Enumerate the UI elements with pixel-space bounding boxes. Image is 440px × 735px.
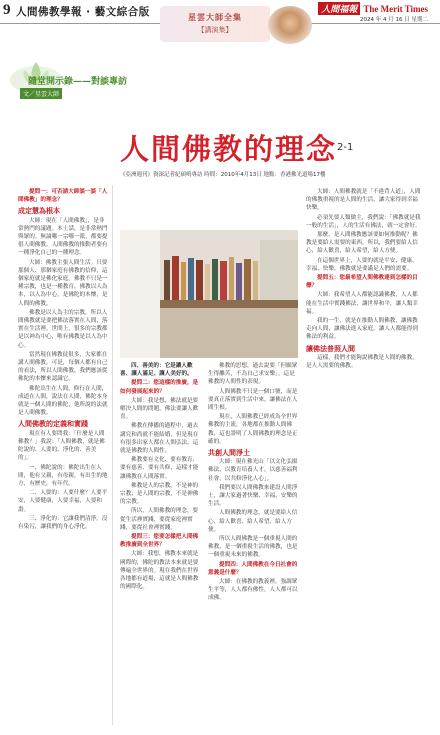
body-paragraph: 所以，人間佛教的理念，要從生活裡實踐，要從家庭裡實踐，要從社會裡實踐。: [120, 508, 199, 531]
body-paragraph: 現在有人要問我：「什麼是人間佛教？」我說：「人間佛教，就是佛陀說的、人要的、淨化的、善美的」。: [18, 430, 105, 462]
article-photo: [120, 230, 298, 358]
text-column-1: [18, 188, 110, 728]
body-paragraph: 佛教是人的宗教，不是神的宗教；是人間的宗教，不是神佛的宗教。: [120, 482, 199, 506]
interview-question: 提問二：您這樣的推廣，是如何發展起來的？: [120, 380, 199, 395]
text-column-3: [208, 362, 298, 727]
text-column-4: [306, 188, 422, 728]
body-paragraph: 一、佛陀說的：佛陀出生在人間，他有父親，有母親，有出生的地方，有歷史，有年代。: [18, 464, 108, 487]
body-paragraph: 大師：人間佛教就是「不違背人道」，人間的佛教重視的是人間的生活，讓大家得到幸福快樂。: [306, 189, 421, 212]
article-title: 人間佛教的理念: [120, 132, 338, 166]
library-photo-illustration: [120, 230, 298, 358]
body-paragraph: 那麼，是人間佛教應該要如何推動呢？佛教是要給人需要的東西，所以，我們要給人信心，給人歡喜，給人希望，給人方便。: [306, 232, 418, 255]
body-paragraph: 人間佛教的理念，就是要給人信心、給人歡喜、給人希望、給人方便。: [208, 510, 298, 533]
author-tag: 文／星雲大師: [20, 88, 62, 99]
series-name: 星雲大師全集: [188, 13, 242, 22]
subseries-name: 【講演集】: [197, 26, 233, 34]
body-paragraph: 我的一生，就是在推動人間佛教，讓佛教走向人間，讓佛法進入家庭，讓人人都能得到佛法的利益。: [306, 318, 418, 341]
body-paragraph: 大師：佛教主張人間生活。只要那個人、那個家庭有佛教的信仰，這個家庭就是佛化家庭。佛教不只是一種宗教，也是一種教育。佛教以人為本，以人為中心，是佛陀的本懷，是人間的佛教。: [18, 259, 108, 307]
body-paragraph: 大師：我想，佛教本來就是國際的，佛陀的教法本來就是要傳遍全世界的。現在我們在世界各地都有道場，這就是人間佛教的國際化。: [120, 551, 199, 591]
column-kicker: 隨堂開示錄——對談專訪: [28, 77, 128, 87]
body-paragraph: 當然現在佛教徒很多，大家都在講人間佛教。可是，每個人都有自己的看法，所以人間佛教，我們應該從佛陀的本懷來認識它。: [18, 351, 108, 383]
body-paragraph: 大師：現在「人間佛教」，是非常熱門的議題。本土話，是非常熱門與眾的。無論哪一宗哪一派，都要提倡人間佛教。人間佛教的推動者要有一種淨化自己的一種理念。: [18, 217, 108, 257]
interview-question: 提問五：您最希望人間佛教達到怎樣的目標？: [306, 275, 418, 290]
body-paragraph: 佛教在傳播的過程中，過去講究和尚就不能結婚，但是現在有很多出家人都在人間弘法，這就是佛教的人間性。: [120, 423, 199, 455]
photo-caption: 四、善美的：它是讓人歡喜、讓人滿足、讓人美好的。: [120, 363, 193, 378]
author-portrait: [268, 6, 312, 44]
body-paragraph: 二、人要的：人要什麼？人要平安，人要健康，人要幸福，人要和諧。: [18, 490, 108, 513]
body-paragraph: 大師：現在佛光山「以文化弘揚佛法，以教育培養人才，以慈善福利社會，以共修淨化人心」。: [208, 459, 298, 482]
section-heading: 讓佛法普照人間: [306, 344, 355, 353]
body-paragraph: 所以人間佛教是一個重視人間的佛教，是一個重視生活的佛教，也是一個重視未來的佛教。: [208, 536, 298, 559]
interview-question: 提問一：可否請大師談一談「人間佛教」的理念？: [18, 189, 108, 204]
logo-chinese: 人間福報: [318, 2, 360, 15]
body-paragraph: 大師：我希望人人都能認識佛教，人人都能在生活中實踐佛法，讓世界和平，讓人類幸福。: [306, 292, 418, 315]
page-number: 9: [3, 2, 11, 18]
text-column-2: [120, 362, 202, 727]
interview-source: 《亞洲週刊》資深記者紀碩鳴專訪 時間：2010年4月13日 地點：香港佛光道場17樓: [120, 172, 326, 178]
body-paragraph: 佛教要有文化、要有教育、要有慈善、要有共修，這樣才能讓佛教在人間落實。: [120, 457, 199, 480]
body-paragraph: 這樣，我們才能夠說佛教是人間的佛教，是人人需要的佛教。: [306, 354, 418, 370]
section-title: 人間佛教學報 · 藝文綜合版: [16, 6, 150, 18]
interview-question: 提問四：人間佛教在今日社會的意義是什麼？: [208, 561, 298, 576]
body-paragraph: 我們要以人間佛教來建設人間淨土，讓大家過著快樂、幸福、安樂的生活。: [208, 484, 298, 508]
body-paragraph: 三、淨化的：它讓我們清淨，沒有染污，讓我們的身心淨化。: [18, 515, 108, 530]
column-divider: [112, 185, 113, 725]
logo-english: The Merit Times: [363, 3, 428, 14]
body-paragraph: 必須先要人類做主，我們說：「佛教就是我一般的生活」，人的生活有佛法，就一定會好。: [306, 214, 421, 229]
interview-question: 提問三：您要怎樣把人間佛教推廣到全世界？: [120, 534, 199, 549]
section-heading: 共創人間淨土: [208, 449, 250, 458]
body-paragraph: 佛教的思想，過去說要「但願眾生得離苦，不為自己求安樂」。這是佛教的人間性的表現。: [208, 363, 298, 386]
body-paragraph: 現在，人間佛教已經成為全世界佛教的主流，各地都在推動人間佛教，這也證明了人間佛教的理念是正確的。: [208, 414, 298, 445]
section-heading: 成定慧為根本: [18, 207, 60, 216]
series-banner: [160, 6, 270, 42]
section-heading: 人間佛教的定義和實踐: [18, 420, 88, 429]
body-paragraph: 在這個世界上，人要的就是平安、健康、幸福、快樂，佛教就是要滿足人們的需要。: [306, 257, 418, 272]
article-part: 2-1: [337, 142, 354, 153]
newspaper-logo: [318, 2, 428, 15]
body-paragraph: 佛陀出生在人間，修行在人間，成道在人間，說法在人間，佛陀本身就是一個人間的佛陀，他所說的法就是人間佛教。: [18, 385, 108, 417]
body-paragraph: 大師：我是想，佛法就是要解決人間的問題，佛法要讓人歡喜。: [120, 397, 199, 421]
body-paragraph: 大師：在佛教的教義裡，強調眾生平等，人人都有佛性，人人都可以成佛。: [208, 579, 298, 602]
body-paragraph: 佛教是以人為主的宗教，所以人間佛教就是要把佛法落實在人間，落實在生活裡。世間上，很多的宗教都是以神為中心，唯有佛教是以人為中心。: [18, 309, 108, 349]
issue-date: 2024 年 4 月 16 日 星期二: [360, 17, 428, 23]
body-paragraph: 人間佛教不只是一個口號，而是要真正落實到生活中來，讓佛法在人間生根。: [208, 388, 298, 412]
